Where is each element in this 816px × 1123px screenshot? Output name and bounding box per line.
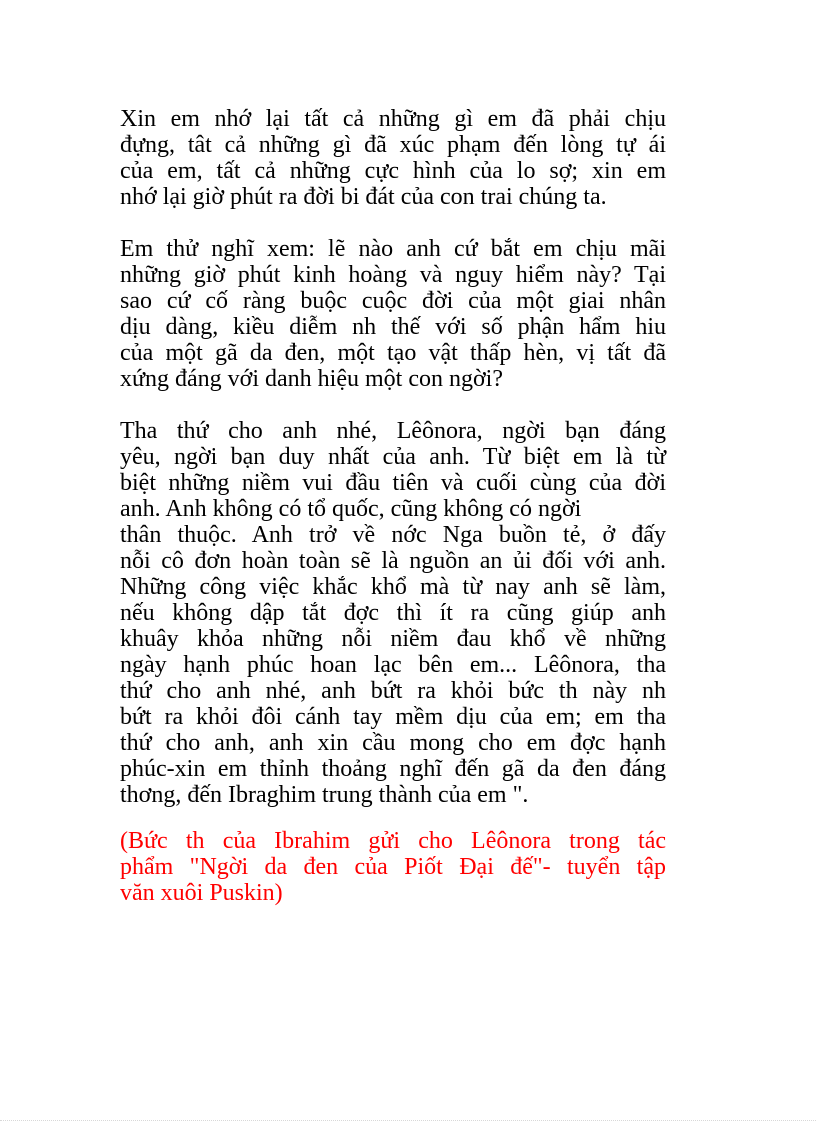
text-line: khuây khỏa những nỗi niềm đau khổ về những (120, 626, 666, 652)
text-line: ngày hạnh phúc hoan lạc bên em... Lêônora, tha (120, 652, 666, 678)
citation-line: phẩm "Ngời da đen của Piốt Đại đế"- tuyển tập (120, 854, 666, 880)
paragraph-recall (120, 106, 666, 210)
text-line: nỗi cô đơn hoàn toàn sẽ là nguồn an ủi đối với anh. (120, 548, 666, 574)
text-line: nhớ lại giờ phút ra đời bi đát của con trai chúng ta. (120, 184, 607, 210)
text-line: anh. Anh không có tổ quốc, cũng không có ngời (120, 496, 582, 522)
text-line: của em, tất cả những cực hình của lo sợ; xin em (120, 158, 666, 184)
text-line: Những công việc khắc khổ mà từ nay anh sẽ làm, (120, 574, 666, 600)
text-line: Tha thứ cho anh nhé, Lêônora, ngời bạn đáng (120, 418, 666, 444)
text-line: thứ cho anh nhé, anh bứt ra khỏi bức th này nh (120, 678, 666, 704)
text-line: nếu không dập tắt đợc thì ít ra cũng giúp anh (120, 600, 666, 626)
citation-line: văn xuôi Puskin) (120, 880, 283, 906)
text-line: yêu, ngời bạn duy nhất của anh. Từ biệt em là từ (120, 444, 666, 470)
page-bottom-divider (0, 1120, 816, 1121)
text-line: biệt những niềm vui đầu tiên và cuối cùng của đời (120, 470, 666, 496)
text-line: thơng, đến Ibraghim trung thành của em ". (120, 782, 529, 808)
text-line: xứng đáng với danh hiệu một con ngời? (120, 366, 503, 392)
citation-paragraph (120, 828, 666, 906)
text-line: thứ cho anh, anh xin cầu mong cho em đợc hạnh (120, 730, 666, 756)
text-line: Xin em nhớ lại tất cả những gì em đã phải chịu (120, 106, 666, 132)
text-line: dịu dàng, kiều diễm nh thế với số phận hẩm hiu (120, 314, 666, 340)
text-line: phúc-xin em thỉnh thoảng nghĩ đến gã da đen đáng (120, 756, 666, 782)
text-line: bứt ra khỏi đôi cánh tay mềm dịu của em; em tha (120, 704, 666, 730)
text-line: những giờ phút kinh hoàng và nguy hiểm này? Tại (120, 262, 666, 288)
citation-line: (Bức th của Ibrahim gửi cho Lêônora trong tác (120, 828, 666, 854)
paragraph-question (120, 236, 666, 392)
text-line: thân thuộc. Anh trở về nớc Nga buồn tẻ, ở đấy (120, 522, 666, 548)
text-line: Em thử nghĩ xem: lẽ nào anh cứ bắt em chịu mãi (120, 236, 666, 262)
text-line: của một gã da đen, một tạo vật thấp hèn, vị tất đã (120, 340, 666, 366)
text-line: sao cứ cố ràng buộc cuộc đời của một giai nhân (120, 288, 666, 314)
text-line: đựng, tât cả những gì đã xúc phạm đến lòng tự ái (120, 132, 666, 158)
paragraph-farewell (120, 418, 666, 808)
